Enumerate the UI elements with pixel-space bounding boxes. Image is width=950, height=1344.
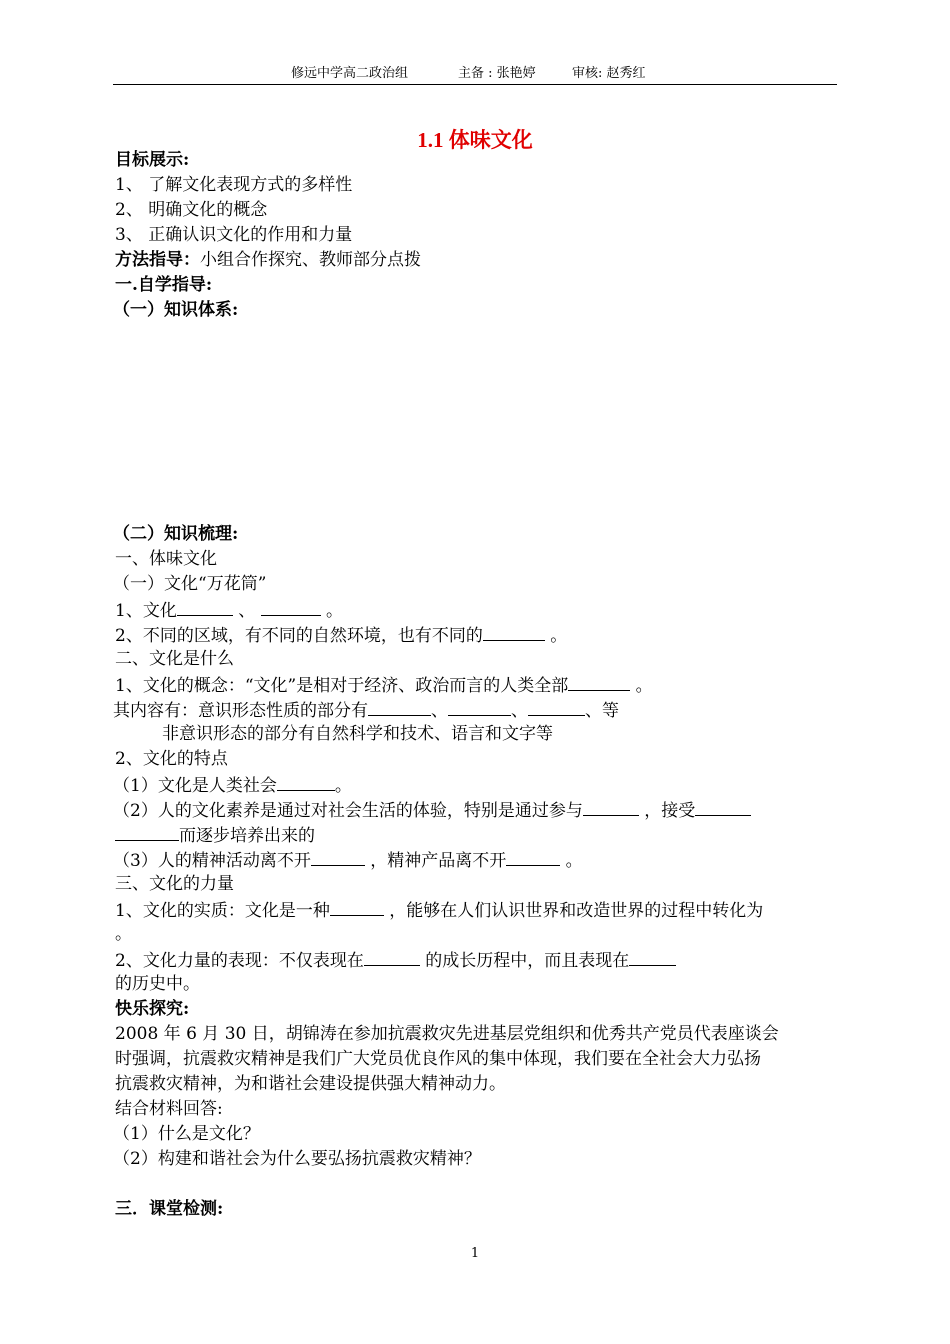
classroom-check-heading: 三．课堂检测: (115, 1199, 224, 1219)
answer-blank[interactable] (528, 697, 585, 716)
section-heading: 二、文化是什么 (115, 649, 234, 669)
fill-line: 2、不同的区域，有不同的自然环境，也有不同的 。 (115, 622, 567, 647)
fill-line: 2、文化力量的表现：不仅表现在 的成长历程中，而且表现在 (115, 947, 676, 972)
explore-heading: 快乐探究: (115, 999, 190, 1019)
fill-line-end: 。 (115, 924, 132, 944)
fill-line: （2）人的文化素养是通过对社会生活的体验，特别是通过参与 ，接受 (113, 797, 751, 822)
section-heading: 三、文化的力量 (115, 874, 234, 894)
content-line: 非意识形态的部分有自然科学和技术、语言和文字等 (162, 724, 553, 744)
fill-line: 1、文化的实质：文化是一种 ，能够在人们认识世界和改造世界的过程中转化为 (115, 897, 763, 922)
fill-line: （3）人的精神活动离不开 ，精神产品离不开 。 (113, 847, 583, 872)
fill-line: 而逐步培养出来的 (115, 822, 315, 847)
answer-blank[interactable] (277, 772, 335, 791)
fill-line: （1）文化是人类社会 。 (113, 772, 352, 797)
subsection-heading: 2、文化的特点 (115, 749, 228, 769)
answer-blank[interactable] (115, 822, 179, 841)
page-header (113, 64, 837, 85)
answer-blank[interactable] (448, 697, 511, 716)
answer-blank[interactable] (695, 797, 751, 816)
explore-prompt: 结合材料回答: (115, 1099, 223, 1119)
answer-blank[interactable] (629, 947, 676, 966)
goals-heading: 目标展示: (115, 150, 190, 170)
explore-paragraph: 2008 年 6 月 30 日，胡锦涛在参加抗震救灾先进基层党组织和优秀共产党员代表座谈会 (115, 1024, 779, 1044)
header-author: 主备 : 张艳婷 (458, 66, 536, 81)
answer-blank[interactable] (368, 697, 431, 716)
answer-blank[interactable] (483, 622, 545, 641)
answer-blank[interactable] (583, 797, 639, 816)
answer-blank[interactable] (506, 847, 560, 866)
answer-blank[interactable] (261, 597, 321, 616)
explore-question: （1）什么是文化？ (113, 1124, 260, 1144)
fill-line-end: 的历史中。 (115, 974, 200, 994)
header-reviewer: 审核: 赵秀红 (572, 66, 646, 81)
goal-item: 2、 明确文化的概念 (115, 200, 268, 220)
page-number: 1 (470, 1246, 480, 1261)
method-text: 小组合作探究、教师部分点拨 (200, 250, 421, 270)
answer-blank[interactable] (177, 597, 233, 616)
fill-line: 1、文化的概念：“文化”是相对于经济、政治而言的人类全部 。 (115, 672, 653, 697)
subsection-heading: （一）文化“万花筒” (113, 574, 267, 594)
method-label: 方法指导： (115, 250, 200, 270)
knowledge-sorting-heading: （二）知识梳理: (113, 524, 239, 544)
method-line (115, 248, 421, 273)
header-school: 修远中学高二政治组 (291, 66, 409, 81)
answer-blank[interactable] (364, 947, 420, 966)
answer-blank[interactable] (311, 847, 365, 866)
answer-blank[interactable] (568, 672, 630, 691)
answer-blank[interactable] (330, 897, 384, 916)
explore-paragraph: 时强调，抗震救灾精神是我们广大党员优良作风的集中体现，我们要在全社会大力弘扬 (115, 1049, 761, 1069)
self-study-heading: 一.自学指导: (115, 275, 213, 295)
explore-question: （2）构建和谐社会为什么要弘扬抗震救灾精神？ (113, 1149, 481, 1169)
page-title: 1.1 体味文化 (417, 128, 533, 152)
explore-paragraph: 抗震救灾精神，为和谐社会建设提供强大精神动力。 (115, 1074, 506, 1094)
fill-line: 1、文化 、 。 (115, 597, 343, 622)
section-heading: 一、体味文化 (115, 549, 217, 569)
knowledge-system-heading: （一）知识体系: (113, 300, 239, 320)
goal-item: 1、 了解文化表现方式的多样性 (115, 175, 353, 195)
goal-item: 3、 正确认识文化的作用和力量 (115, 225, 353, 245)
fill-line: 其内容有：意识形态性质的部分有 、 、 、等 (113, 697, 619, 722)
